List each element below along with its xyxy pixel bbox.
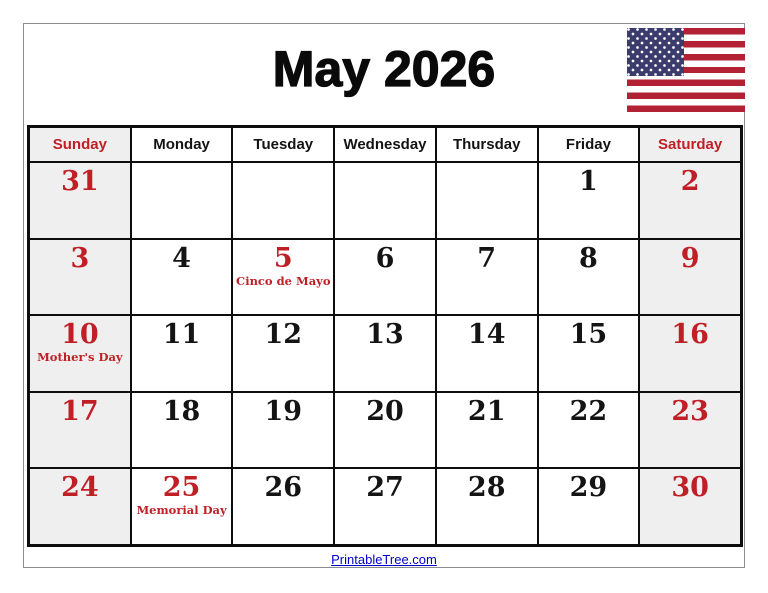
calendar-grid [27, 125, 743, 547]
day-number: 18 [162, 395, 201, 427]
day-number: 17 [61, 395, 99, 427]
day-number: 30 [671, 472, 709, 504]
day-number: 12 [264, 319, 303, 351]
weekday-header-friday: Friday [539, 128, 639, 161]
day-cell-15 [539, 316, 639, 391]
day-number: 22 [569, 395, 608, 427]
day-cell-empty [132, 163, 232, 238]
day-cell-18 [132, 393, 232, 468]
day-cell-14 [437, 316, 537, 391]
weekday-header-sunday: Sunday [30, 128, 130, 161]
day-cell-16 [640, 316, 740, 391]
day-number: 26 [264, 472, 303, 504]
day-number: 8 [579, 242, 598, 274]
day-cell-7 [437, 240, 537, 315]
day-number: 23 [671, 395, 709, 427]
day-cell-3 [30, 240, 130, 315]
day-cell-29 [539, 469, 639, 544]
holiday-label: Mother's Day [37, 350, 123, 365]
day-cell-2 [640, 163, 740, 238]
day-cell-9 [640, 240, 740, 315]
page-title: May 2026 [272, 41, 496, 97]
day-cell-23 [640, 393, 740, 468]
us-flag-canton [627, 28, 684, 76]
day-cell-21 [437, 393, 537, 468]
footer [0, 551, 768, 569]
day-number: 3 [70, 242, 90, 274]
day-number: 9 [680, 242, 700, 274]
day-cell-26 [233, 469, 333, 544]
day-number: 10 [61, 319, 99, 351]
day-number: 28 [467, 472, 506, 504]
day-cell-31 [30, 163, 130, 238]
weekday-header-wednesday: Wednesday [335, 128, 435, 161]
holiday-label: Cinco de Mayo [236, 273, 331, 288]
day-cell-10 [30, 316, 130, 391]
day-cell-6 [335, 240, 435, 315]
weekday-header-thursday: Thursday [437, 128, 537, 161]
holiday-label: Memorial Day [136, 503, 227, 518]
day-cell-20 [335, 393, 435, 468]
weekday-header-saturday: Saturday [640, 128, 740, 161]
day-number: 16 [671, 319, 709, 351]
day-number: 31 [61, 166, 99, 197]
day-number: 27 [366, 472, 404, 504]
day-number: 6 [375, 242, 395, 274]
weekday-header-tuesday: Tuesday [233, 128, 333, 161]
day-cell-1 [539, 163, 639, 238]
day-cell-22 [539, 393, 639, 468]
day-cell-19 [233, 393, 333, 468]
day-number: 20 [366, 395, 404, 427]
day-cell-13 [335, 316, 435, 391]
day-number: 5 [273, 242, 293, 274]
day-cell-24 [30, 469, 130, 544]
footer-link[interactable]: PrintableTree.com [331, 552, 437, 567]
day-number: 7 [477, 242, 497, 274]
day-number: 14 [467, 319, 506, 351]
day-cell-empty [233, 163, 333, 238]
day-cell-12 [233, 316, 333, 391]
day-cell-11 [132, 316, 232, 391]
day-cell-25 [132, 469, 232, 544]
day-number: 25 [162, 472, 201, 504]
day-number: 24 [61, 472, 99, 504]
day-cell-5 [233, 240, 333, 315]
day-number: 19 [264, 395, 303, 427]
weekday-header-monday: Monday [132, 128, 232, 161]
day-number: 13 [366, 319, 404, 351]
day-number: 1 [579, 166, 598, 197]
day-cell-empty [437, 163, 537, 238]
day-cell-28 [437, 469, 537, 544]
day-cell-30 [640, 469, 740, 544]
day-cell-empty [335, 163, 435, 238]
day-number: 21 [467, 395, 506, 427]
day-number: 11 [162, 319, 201, 351]
day-cell-8 [539, 240, 639, 315]
day-number: 4 [172, 242, 191, 274]
day-number: 15 [569, 319, 608, 351]
day-number: 29 [569, 472, 608, 504]
day-cell-17 [30, 393, 130, 468]
day-cell-4 [132, 240, 232, 315]
day-number: 2 [680, 166, 700, 197]
day-cell-27 [335, 469, 435, 544]
us-flag-icon [627, 28, 745, 112]
